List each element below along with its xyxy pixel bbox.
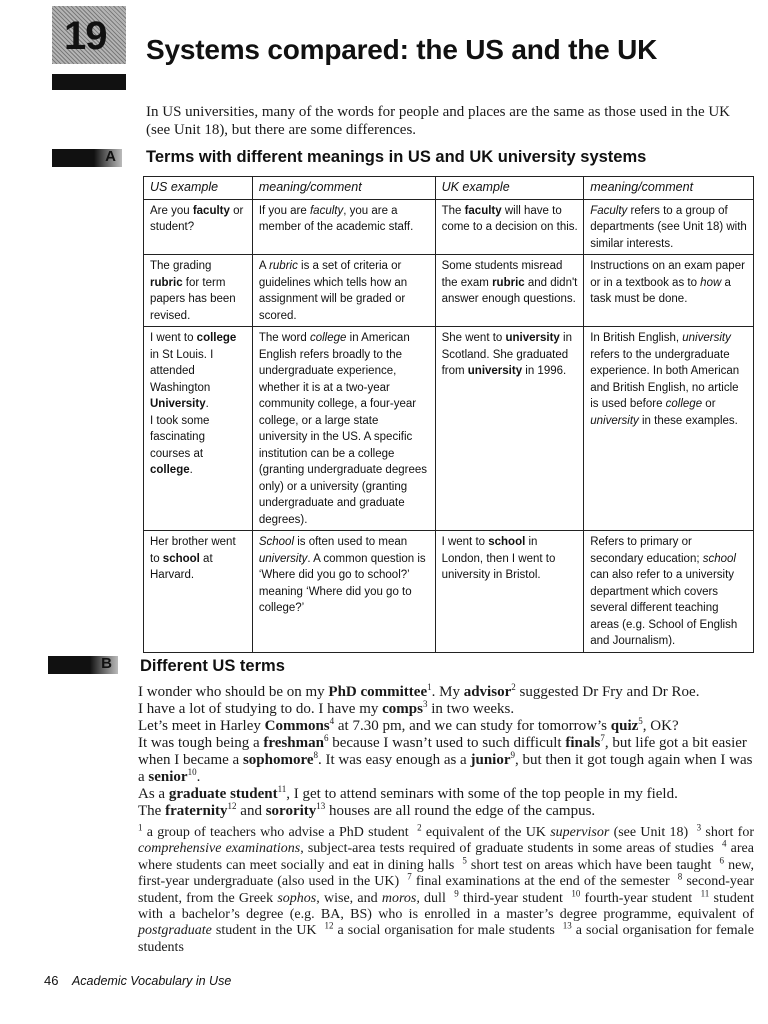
us-meaning-cell: The word college in American English refers broadly to the undergraduate experience, whether it is at a two-year community college, a four-year college, or a large state university in the US. A specific institution can be a college (granting undergraduate degrees only) or a university (granting undergraduate and graduate degrees). xyxy=(252,327,435,531)
us-example-cell: Her brother went to school at Harvard. xyxy=(144,531,253,653)
uk-example-cell: Some students misread the exam rubric and didn't answer enough questions. xyxy=(435,255,584,327)
footnotes: $^1$ a group of teachers who advise a PhD student $^2$ equivalent of the UK supervisor (see Unit 18) $^3$ short for comprehensive examinations, subject-area tests required of graduate students in some areas of studies $^4$ area where students can meet socially and eat in dining halls $^5$ short test on areas which have been taught $^6$ new, first-year undergraduate (also used in the UK) $^7$ final examinations at the end of the semester $^8$ second-year student, from the Greek sophos, wise, and moros, dull $^9$ third-year student $^{10}$ fourth-year student $^{11}$ student with a bachelor’s degree (e.g. BA, BS) who is enrolled in a master’s degree programme, equivalent of postgraduate student in the UK $^{12}$ a social organisation for male students $^{13}$ a social organisation for female students xyxy=(138,822,755,955)
table-row xyxy=(144,255,754,327)
section-b-marker xyxy=(48,656,118,674)
us-meaning-cell: If you are faculty, you are a member of the academic staff. xyxy=(252,199,435,255)
uk-example-cell: She went to university in Scotland. She graduated from university in 1996. xyxy=(435,327,584,531)
section-b-letter: B xyxy=(101,655,112,672)
table-row xyxy=(144,199,754,255)
uk-example-cell: The faculty will have to come to a decision on this. xyxy=(435,199,584,255)
column-header: UK example xyxy=(435,177,584,200)
us-example-cell: The grading rubric for term papers has been revised. xyxy=(144,255,253,327)
us-terms-line: I wonder who should be on my PhD committee$^1$. My advisor$^2$ suggested Dr Fry and Dr Roe. xyxy=(138,682,700,700)
terms-table xyxy=(143,176,754,653)
us-terms-line: It was tough being a freshman$^6$ because I wasn’t used to such difficult finals$^7$, but life got a bit easier when I became a sophomore$^8$. It was easy enough as a junior$^9$, but then it got tough again when I was a senior$^{10}$. xyxy=(138,733,753,785)
column-header: US example xyxy=(144,177,253,200)
us-terms-line: The fraternity$^{12}$ and sorority$^{13}$ houses are all round the edge of the campus. xyxy=(138,801,596,819)
book-title: Academic Vocabulary in Use xyxy=(71,974,232,988)
section-b-heading: Different US terms xyxy=(140,657,285,675)
table-row xyxy=(144,531,754,653)
uk-meaning-cell: Instructions on an exam paper or in a textbook as to how a task must be done. xyxy=(584,255,754,327)
uk-meaning-cell: Faculty refers to a group of departments (see Unit 18) with similar interests. xyxy=(584,199,754,255)
us-example-cell: I went to college in St Louis. I attended Washington University. I took some fascinating courses at college. xyxy=(144,327,253,531)
intro-paragraph: In US universities, many of the words for people and places are the same as those used in the UK (see Unit 18), but there are some differences. xyxy=(146,104,731,138)
section-a-heading: Terms with different meanings in US and UK university systems xyxy=(146,148,647,166)
us-meaning-cell: A rubric is a set of criteria or guidelines which tells how an assignment will be graded or scored. xyxy=(252,255,435,327)
uk-example-cell: I went to school in London, then I went to university in Bristol. xyxy=(435,531,584,653)
unit-badge-bar xyxy=(52,74,126,90)
page-footer xyxy=(44,973,231,988)
us-meaning-cell: School is often used to mean university. A common question is ‘Where did you go to school?’ meaning ‘Where did you go to college?’ xyxy=(252,531,435,653)
page-title: Systems compared: the US and the UK xyxy=(146,34,658,65)
uk-meaning-cell: In British English, university refers to the undergraduate experience. In both American and British English, no article is used before college or university in these examples. xyxy=(584,327,754,531)
page-number: 46 xyxy=(44,973,59,988)
unit-badge xyxy=(52,6,126,90)
us-terms-text xyxy=(138,684,754,820)
table-row xyxy=(144,327,754,531)
section-a-marker xyxy=(52,149,122,167)
us-terms-line: I have a lot of studying to do. I have my comps$^3$ in two weeks. xyxy=(138,699,515,717)
column-header: meaning/comment xyxy=(252,177,435,200)
section-a-letter: A xyxy=(105,148,116,165)
uk-meaning-cell: Refers to primary or secondary education; school can also refer to a university department which covers several different teaching areas (e.g. School of English and Journalism). xyxy=(584,531,754,653)
us-example-cell: Are you faculty or student? xyxy=(144,199,253,255)
us-terms-line: As a graduate student$^{11}$, I get to attend seminars with some of the top people in my field. xyxy=(138,784,678,802)
unit-number: 19 xyxy=(64,14,107,58)
us-terms-line: Let’s meet in Harley Commons$^4$ at 7.30 pm, and we can study for tomorrow’s quiz$^5$, OK? xyxy=(138,716,679,734)
terms-table-header xyxy=(144,177,754,200)
column-header: meaning/comment xyxy=(584,177,754,200)
